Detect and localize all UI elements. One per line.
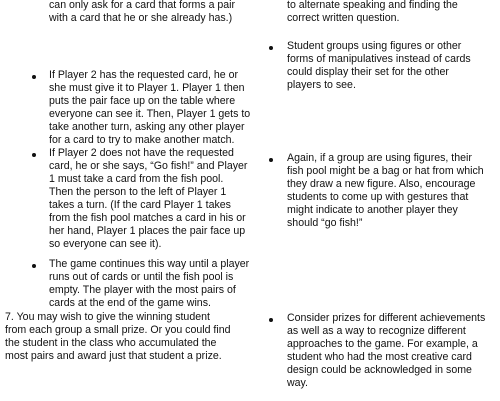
left-bullet-2-line: card, he or she says, “Go fish!” and Player [49,160,248,172]
bullet-dot [32,264,36,268]
left-bullet-3-line: The game continues this way until a player [49,258,250,270]
right-bullet-2-line: might indicate to another player they [287,204,458,216]
left-bullet-2-line: 1 must take a card from the fish pool. [49,173,224,185]
bullet-dot [269,318,273,322]
bullet-dot [32,153,36,157]
left-bullet-3-line: runs out of cards or until the fish pool is [49,271,234,283]
right-bullet-1-line: Student groups using figures or other [287,40,462,52]
left-bullet-2-line: takes a turn. (If the card Player 1 takes [49,199,231,211]
left-bullet-2-line: Then the person to the left of Player 1 [49,186,227,198]
right-bullet-3-line: approaches to the game. For example, a [287,338,478,350]
right-bullet-2-line: they draw a new figure. Also, encourage [287,178,476,190]
right-bullet-3-line: student who had the most creative card [287,351,472,363]
left-bullet-1-line: If Player 2 has the requested card, he or [49,69,239,81]
step-7-line: most pairs and award just that student a prize. [5,350,222,362]
left-intro-line: with a card that he or she already has.) [49,12,233,24]
bullet-dot [269,46,273,50]
right-bullet-3-line: design could be acknowledged in some [287,364,472,376]
step-7-line: 7. You may wish to give the winning student [5,311,210,323]
right-intro-line: correct written question. [287,12,400,24]
left-bullet-2-line: from the fish pool matches a card in his or [49,212,246,224]
right-bullet-2-line: fish pool might be a bag or hat from which [287,165,484,177]
right-bullet-2-line: should “go fish!” [287,217,363,229]
right-bullet-3-line: way. [287,377,308,389]
left-bullet-3-line: empty. The player with the most pairs of [49,284,236,296]
bullet-dot [269,158,273,162]
right-bullet-1-line: players to see. [287,79,356,91]
left-bullet-3-line: cards at the end of the game wins. [49,297,211,309]
left-bullet-1-line: puts the pair face up on the table where [49,95,236,107]
left-bullet-1-line: everyone can see it. Then, Player 1 gets to [49,108,251,120]
right-bullet-3-line: as well as a way to recognize different [287,325,466,337]
step-7-line: the student in the class who accumulated the [5,337,217,349]
left-bullet-2-line: If Player 2 does not have the requested [49,147,234,159]
bullet-dot [32,75,36,79]
right-bullet-1-line: forms of manipulatives instead of cards [287,53,471,65]
left-bullet-1-line: for a card to try to make another match. [49,134,235,146]
right-bullet-2-line: Again, if a group are using figures, their [287,152,472,164]
left-bullet-1-line: she must give it to Player 1. Player 1 then [49,82,245,94]
left-bullet-1-line: take another turn, asking any other player [49,121,245,133]
right-intro-line: to alternate speaking and finding the [287,0,458,11]
left-intro-line: can only ask for a card that forms a pair [49,0,236,11]
right-bullet-2-line: students to come up with gestures that [287,191,469,203]
left-bullet-2-line: her hand, Player 1 places the pair face up [49,225,246,237]
step-7-line: from each group a small prize. Or you could find [5,324,231,336]
right-bullet-1-line: could display their set for the other [287,66,449,78]
right-bullet-3-line: Consider prizes for different achievements [287,312,486,324]
left-bullet-2-line: so everyone can see it). [49,238,162,250]
